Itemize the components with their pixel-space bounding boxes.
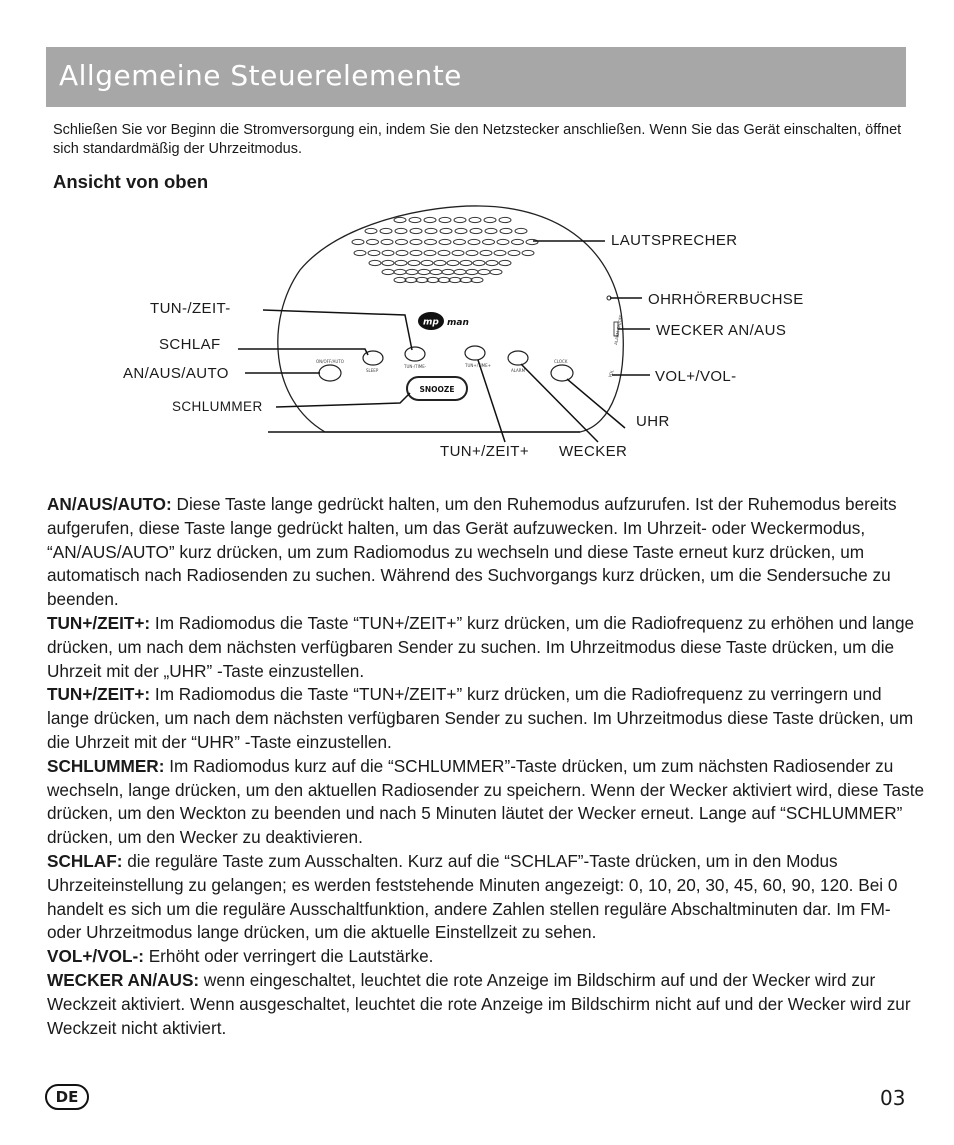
description-text: Im Radiomodus kurz auf die “SCHLUMMER”-Taste drücken, um zum nächsten Radiosender zu wechseln, lange drücken, um den aktuellen Radiosender zu speichern. Wenn der Wecker aktiviert wird, diese Taste drücken, um den Weckton zu beenden und nach 5 Minuten läutet der Wecker erneut. Lange auf “SCHLUMMER” drücken, um den Wecker zu deaktivieren. bbox=[47, 755, 925, 848]
svg-text:TUN-/TIME-: TUN-/TIME- bbox=[404, 364, 427, 369]
grille-hole bbox=[452, 250, 464, 255]
grille-hole bbox=[367, 239, 379, 244]
grille-hole bbox=[438, 250, 450, 255]
grille-hole bbox=[454, 217, 466, 222]
grille-hole bbox=[421, 260, 433, 265]
grille-hole bbox=[427, 277, 439, 282]
speaker-grille bbox=[352, 217, 538, 282]
grille-hole bbox=[466, 250, 478, 255]
grille-hole bbox=[485, 228, 497, 233]
grille-hole bbox=[440, 228, 452, 233]
grille-hole bbox=[408, 260, 420, 265]
grille-hole bbox=[405, 277, 417, 282]
svg-text:VOL: VOL bbox=[607, 369, 615, 379]
grille-hole bbox=[442, 269, 454, 274]
grille-hole bbox=[483, 239, 495, 244]
grille-hole bbox=[409, 217, 421, 222]
grille-hole bbox=[486, 260, 498, 265]
grille-hole bbox=[430, 269, 442, 274]
grille-hole bbox=[466, 269, 478, 274]
grille-hole bbox=[416, 277, 428, 282]
headphone-callout: OHRHÖRERBUCHSE bbox=[648, 291, 804, 308]
grille-hole bbox=[381, 239, 393, 244]
grille-hole bbox=[425, 239, 437, 244]
description-text: wenn eingeschaltet, leuchtet die rote Anzeige im Bildschirm auf und der Wecker wird zur Weckzeit aktiviert. Wenn ausgeschaltet, leuchtet die rote Anzeige im Bildschirm nicht auf und der Wecker wird zur Weckzeit nicht aktiviert. bbox=[47, 969, 911, 1038]
alarm-callout: WECKER bbox=[559, 443, 628, 460]
grille-hole bbox=[508, 250, 520, 255]
svg-text:man: man bbox=[447, 318, 469, 328]
mpman-logo bbox=[418, 312, 469, 330]
grille-hole bbox=[434, 260, 446, 265]
grille-hole bbox=[526, 239, 538, 244]
description-term: SCHLAF: bbox=[47, 850, 123, 871]
grille-hole bbox=[424, 250, 436, 255]
grille-hole bbox=[395, 260, 407, 265]
grille-hole bbox=[449, 277, 461, 282]
grille-hole bbox=[352, 239, 364, 244]
grille-hole bbox=[480, 250, 492, 255]
page-title: Allgemeine Steuerelemente bbox=[59, 59, 462, 92]
description-term: TUN+/ZEIT+: bbox=[47, 684, 151, 705]
grille-hole bbox=[490, 269, 502, 274]
grille-hole bbox=[395, 228, 407, 233]
grille-hole bbox=[522, 250, 534, 255]
grille-hole bbox=[460, 260, 472, 265]
section-heading: Ansicht von oben bbox=[53, 171, 209, 192]
grille-hole bbox=[484, 217, 496, 222]
grille-hole bbox=[500, 228, 512, 233]
grille-hole bbox=[512, 239, 524, 244]
intro-paragraph: Schließen Sie vor Beginn die Stromversorgung ein, indem Sie den Netzstecker anschließen. Wenn Sie das Gerät einschalten, öffnet sich standardmäßig der Uhrzeitmodus. bbox=[53, 122, 902, 157]
power-button bbox=[319, 365, 341, 381]
volume-callout: VOL+/VOL- bbox=[655, 368, 737, 385]
description-text: Erhöht oder verringert die Lautstärke. bbox=[143, 946, 434, 967]
description-term: VOL+/VOL-: bbox=[47, 946, 144, 967]
snooze-callout: SCHLUMMER bbox=[172, 399, 263, 414]
grille-hole bbox=[470, 228, 482, 233]
description-text: Im Radiomodus die Taste “TUN+/ZEIT+” kurz drücken, um die Radiofrequenz zu erhöhen und lange drücken, um nach dem nächsten verfügbaren Sender zu suchen. Im Uhrzeitmodus diese Taste drücken, um die Uhrzeit mit der „UHR” -Taste einzustellen. bbox=[47, 612, 915, 681]
control-descriptions bbox=[47, 493, 927, 1040]
grille-hole bbox=[394, 277, 406, 282]
description-term: WECKER AN/AUS: bbox=[47, 969, 200, 990]
svg-text:CLOCK: CLOCK bbox=[554, 359, 568, 364]
description-tune-up-2 bbox=[47, 683, 927, 754]
grille-hole bbox=[369, 260, 381, 265]
grille-hole bbox=[469, 217, 481, 222]
grille-hole bbox=[382, 269, 394, 274]
svg-text:SLEEP: SLEEP bbox=[366, 368, 379, 373]
svg-text:ALARM ON/OFF: ALARM ON/OFF bbox=[613, 314, 624, 346]
grille-hole bbox=[438, 277, 450, 282]
description-volume bbox=[47, 945, 927, 969]
grille-hole bbox=[365, 228, 377, 233]
grille-hole bbox=[455, 228, 467, 233]
description-sleep bbox=[47, 850, 927, 945]
grille-hole bbox=[499, 260, 511, 265]
grille-hole bbox=[382, 260, 394, 265]
grille-hole bbox=[439, 239, 451, 244]
grille-hole bbox=[418, 269, 430, 274]
grille-hole bbox=[396, 239, 408, 244]
svg-text:ALARM: ALARM bbox=[511, 368, 526, 373]
grille-hole bbox=[380, 228, 392, 233]
grille-hole bbox=[406, 269, 418, 274]
grille-hole bbox=[439, 217, 451, 222]
grille-hole bbox=[410, 250, 422, 255]
tune-up-button bbox=[465, 346, 485, 360]
description-alarm-switch bbox=[47, 969, 927, 1040]
alarm-switch-callout: WECKER AN/AUS bbox=[656, 322, 787, 339]
grille-hole bbox=[424, 217, 436, 222]
description-term: AN/AUS/AUTO: bbox=[47, 494, 172, 514]
power-callout: AN/AUS/AUTO bbox=[123, 365, 229, 382]
description-term: TUN+/ZEIT+: bbox=[47, 612, 151, 633]
grille-hole bbox=[382, 250, 394, 255]
language-badge: DE bbox=[45, 1084, 89, 1110]
speaker-callout: LAUTSPRECHER bbox=[611, 232, 738, 249]
sleep-button bbox=[363, 351, 383, 365]
svg-text:mp: mp bbox=[423, 317, 439, 328]
grille-hole bbox=[471, 277, 483, 282]
description-tune-up bbox=[47, 612, 927, 683]
clock-callout: UHR bbox=[636, 413, 670, 430]
description-snooze bbox=[47, 755, 927, 850]
snooze-button-label: SNOOZE bbox=[419, 385, 455, 394]
description-term: SCHLUMMER: bbox=[47, 755, 165, 776]
grille-hole bbox=[515, 228, 527, 233]
grille-hole bbox=[494, 250, 506, 255]
grille-hole bbox=[468, 239, 480, 244]
page-number: 03 bbox=[880, 1086, 906, 1110]
tune-down-button bbox=[405, 347, 425, 361]
grille-hole bbox=[447, 260, 459, 265]
grille-hole bbox=[410, 239, 422, 244]
sleep-callout: SCHLAF bbox=[159, 336, 221, 353]
grille-hole bbox=[354, 250, 366, 255]
description-text: Im Radiomodus die Taste “TUN+/ZEIT+” kurz drücken, um die Radiofrequenz zu verringern und lange drücken, um nach dem nächsten verfügbaren Sender zu suchen. Im Uhrzeitmodus diese Taste drücken, um die Uhrzeit mit der “UHR” -Taste einzustellen. bbox=[47, 684, 914, 752]
grille-hole bbox=[394, 217, 406, 222]
clock-button bbox=[551, 365, 573, 381]
grille-hole bbox=[454, 239, 466, 244]
alarm-button bbox=[508, 351, 528, 365]
grille-hole bbox=[368, 250, 380, 255]
grille-hole bbox=[425, 228, 437, 233]
grille-hole bbox=[473, 260, 485, 265]
top-view-diagram bbox=[0, 200, 954, 475]
grille-hole bbox=[499, 217, 511, 222]
grille-hole bbox=[394, 269, 406, 274]
svg-text:TUN+/TIME+: TUN+/TIME+ bbox=[465, 363, 492, 368]
grille-hole bbox=[396, 250, 408, 255]
grille-hole bbox=[410, 228, 422, 233]
description-text: Diese Taste lange gedrückt halten, um den Ruhemodus aufzurufen. Ist der Ruhemodus bereits aufgerufen, diese Taste lange gedrückt halten, um das Gerät aufzuwecken. Im Uhrzeit- oder Weckermodus, “AN/AUS/AUTO” kurz drücken, um zum Radiomodus zu wechseln und diese Taste erneut kurz drücken, um automatisch nach Radiosenden zu suchen. Während des Suchvorgangs kurz drücken, um die Sendersuche zu beenden. bbox=[47, 494, 897, 610]
tune-down-callout: TUN-/ZEIT- bbox=[150, 300, 231, 317]
svg-text:ON/OFF/AUTO: ON/OFF/AUTO bbox=[316, 359, 344, 364]
grille-hole bbox=[497, 239, 509, 244]
grille-hole bbox=[460, 277, 472, 282]
description-text: die reguläre Taste zum Ausschalten. Kurz auf die “SCHLAF”-Taste drücken, um in den Modus Uhrzeiteinstellung zu gelangen; es werden feststehende Minuten angezeigt: 0, 10, 20, 30, 45, 60, 90, 120. Bei 0 handelt es sich um die reguläre Ausschaltfunktion, andere Zahlen stellen reguläre Abschaltminuten dar. Im FM- oder Uhrzeitmodus lange drücken, um die aktuelle Einstellzeit zu sehen. bbox=[47, 850, 898, 943]
description-power bbox=[47, 493, 927, 612]
title-bar bbox=[46, 47, 906, 107]
tune-up-callout: TUN+/ZEIT+ bbox=[440, 443, 530, 460]
grille-hole bbox=[454, 269, 466, 274]
grille-hole bbox=[478, 269, 490, 274]
